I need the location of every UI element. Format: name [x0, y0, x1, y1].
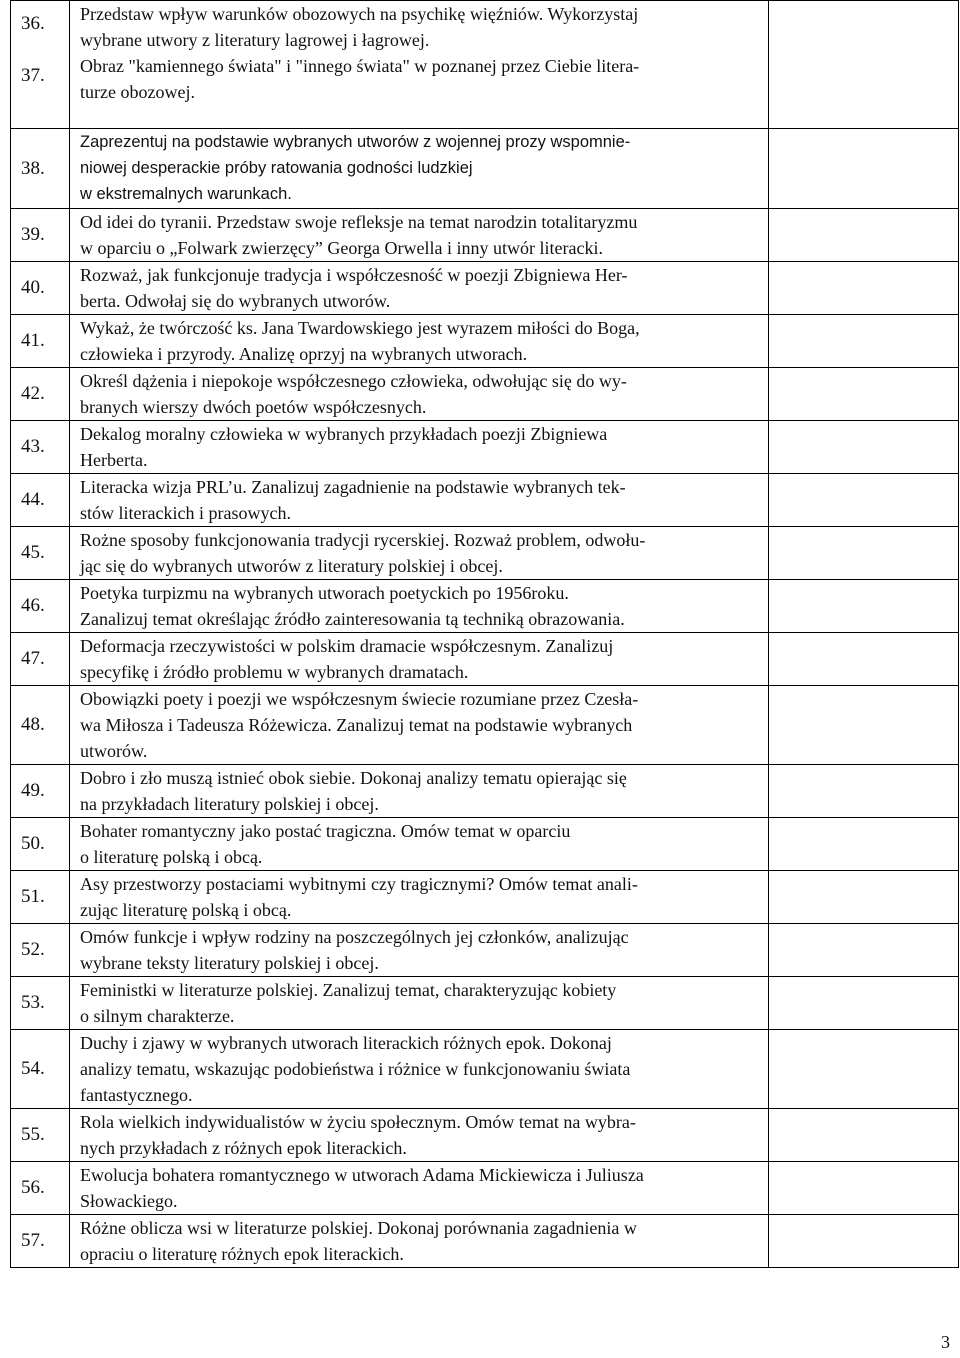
topic-number: 44. [21, 489, 45, 510]
topic-number: 55. [21, 1124, 45, 1145]
table-row [11, 1215, 959, 1268]
topic-number-cell [11, 262, 70, 315]
topic-number-cell [11, 474, 70, 527]
empty-cell [769, 1109, 959, 1162]
topic-text: Różne oblicza wsi w literaturze polskiej. Dokonaj porównania zagadnienia w opraciu o literaturę różnych epok literackich. [70, 1215, 769, 1268]
topic-text: Bohater romantyczny jako postać tragiczna. Omów temat w oparciu o literaturę polską i obcą. [70, 818, 769, 871]
table-row [11, 580, 959, 633]
topic-number-cell [11, 1030, 70, 1109]
empty-cell [769, 871, 959, 924]
empty-cell [769, 368, 959, 421]
topic-number-cell [11, 818, 70, 871]
topic-text: Omów funkcje i wpływ rodziny na poszczególnych jej członków, analizując wybrane teksty literatury polskiej i obcej. [70, 924, 769, 977]
topics-table [10, 0, 959, 1268]
topic-number: 37. [21, 65, 45, 86]
table-row [11, 765, 959, 818]
topic-number-cell [11, 1215, 70, 1268]
topic-number-cell [11, 209, 70, 262]
table-row [11, 1109, 959, 1162]
topic-number: 39. [21, 224, 45, 245]
table-row [11, 129, 959, 209]
topic-number-cell [11, 421, 70, 474]
empty-cell [769, 765, 959, 818]
topic-number-cell [11, 1, 70, 129]
topic-number: 46. [21, 595, 45, 616]
topic-number: 51. [21, 886, 45, 907]
table-row [11, 262, 959, 315]
topic-text: Określ dążenia i niepokoje współczesnego człowieka, odwołując się do wy- branych wierszy dwóch poetów współczesnych. [70, 368, 769, 421]
empty-cell [769, 315, 959, 368]
topic-text: Obowiązki poety i poezji we współczesnym świecie rozumiane przez Czesła- wa Miłosza i Tadeusza Różewicza. Zanalizuj temat na podstawie wybranych utworów. [70, 686, 769, 765]
empty-cell [769, 527, 959, 580]
topic-number-cell [11, 977, 70, 1030]
topic-number: 56. [21, 1177, 45, 1198]
table-row [11, 871, 959, 924]
topic-number: 57. [21, 1230, 45, 1251]
topic-number-cell [11, 633, 70, 686]
topic-text: Dobro i zło muszą istnieć obok siebie. Dokonaj analizy tematu opierając się na przykładach literatury polskiej i obcej. [70, 765, 769, 818]
empty-cell [769, 818, 959, 871]
topic-number-cell [11, 315, 70, 368]
topic-text: Ewolucja bohatera romantycznego w utworach Adama Mickiewicza i Juliusza Słowackiego. [70, 1162, 769, 1215]
table-row [11, 818, 959, 871]
empty-cell [769, 686, 959, 765]
topic-number: 40. [21, 277, 45, 298]
topic-number: 42. [21, 383, 45, 404]
topic-text: Feministki w literaturze polskiej. Zanalizuj temat, charakteryzując kobiety o silnym charakterze. [70, 977, 769, 1030]
topic-text: Asy przestworzy postaciami wybitnymi czy tragicznymi? Omów temat anali- zując literaturę polską i obcą. [70, 871, 769, 924]
empty-cell [769, 1162, 959, 1215]
topic-number-cell [11, 1162, 70, 1215]
topic-number: 38. [21, 157, 45, 179]
topic-number: 53. [21, 992, 45, 1013]
page-number: 3 [941, 1332, 950, 1352]
topic-text: Wykaż, że twórczość ks. Jana Twardowskiego jest wyrazem miłości do Boga, człowieka i przyrody. Analizę oprzyj na wybranych utworach. [70, 315, 769, 368]
empty-cell [769, 977, 959, 1030]
topic-text: Zaprezentuj na podstawie wybranych utworów z wojennej prozy wspomnie- niowej desperackie próby ratowania godności ludzkiej w ekstremalnych warunkach. [70, 129, 769, 209]
topic-text: Literacka wizja PRL’u. Zanalizuj zagadnienie na podstawie wybranych tek- stów literackich i prasowych. [70, 474, 769, 527]
table-row [11, 924, 959, 977]
topic-number: 45. [21, 542, 45, 563]
empty-cell [769, 1215, 959, 1268]
table-row [11, 474, 959, 527]
topic-number-cell [11, 765, 70, 818]
topic-text: Duchy i zjawy w wybranych utworach literackich różnych epok. Dokonaj analizy tematu, wskazując podobieństwa i różnice w funkcjonowaniu świata fantastycznego. [70, 1030, 769, 1109]
empty-cell [769, 1030, 959, 1109]
empty-cell [769, 209, 959, 262]
topic-text: Od idei do tyranii. Przedstaw swoje refleksje na temat narodzin totalitaryzmu w oparciu o „Folwark zwierzęcy” Georga Orwella i inny utwór literacki. [70, 209, 769, 262]
topic-number-cell [11, 368, 70, 421]
table-row [11, 977, 959, 1030]
topic-text: Dekalog moralny człowieka w wybranych przykładach poezji Zbigniewa Herberta. [70, 421, 769, 474]
table-row [11, 1162, 959, 1215]
empty-cell [769, 129, 959, 209]
topic-number: 54. [21, 1058, 45, 1079]
empty-cell [769, 262, 959, 315]
table-row [11, 209, 959, 262]
empty-cell [769, 421, 959, 474]
topic-number-cell [11, 1109, 70, 1162]
empty-cell [769, 633, 959, 686]
topic-text: Przedstaw wpływ warunków obozowych na psychikę więźniów. Wykorzystaj wybrane utwory z literatury lagrowej i łagrowej. Obraz "kamiennego świata" i "innego świata" w poznanej przez Ciebie litera- turze obozowej. [70, 1, 769, 129]
table-row [11, 421, 959, 474]
topic-text: Rożne sposoby funkcjonowania tradycji rycerskiej. Rozważ problem, odwołu- jąc się do wybranych utworów z literatury polskiej i obcej. [70, 527, 769, 580]
topic-number-cell [11, 871, 70, 924]
topics-table-body [11, 1, 959, 1268]
topic-number: 36. [21, 13, 45, 34]
topic-number: 52. [21, 939, 45, 960]
empty-cell [769, 474, 959, 527]
topic-text: Deformacja rzeczywistości w polskim dramacie współczesnym. Zanalizuj specyfikę i źródło problemu w wybranych dramatach. [70, 633, 769, 686]
table-row [11, 1030, 959, 1109]
topic-number-cell [11, 129, 70, 209]
empty-cell [769, 1, 959, 129]
table-row [11, 686, 959, 765]
topic-number: 48. [21, 714, 45, 735]
topic-text: Poetyka turpizmu na wybranych utworach poetyckich po 1956roku. Zanalizuj temat określając źródło zainteresowania tą techniką obrazowania. [70, 580, 769, 633]
table-row [11, 633, 959, 686]
table-row [11, 368, 959, 421]
topic-number: 50. [21, 833, 45, 854]
table-row [11, 1, 959, 129]
topic-text: Rola wielkich indywidualistów w życiu społecznym. Omów temat na wybra- nych przykładach z różnych epok literackich. [70, 1109, 769, 1162]
topic-number: 47. [21, 648, 45, 669]
topic-number-cell [11, 527, 70, 580]
topic-text: Rozważ, jak funkcjonuje tradycja i współczesność w poezji Zbigniewa Her- berta. Odwołaj się do wybranych utworów. [70, 262, 769, 315]
topic-number-cell [11, 580, 70, 633]
empty-cell [769, 580, 959, 633]
topic-number: 43. [21, 436, 45, 457]
topic-number-cell [11, 924, 70, 977]
topic-number: 49. [21, 780, 45, 801]
table-row [11, 527, 959, 580]
empty-cell [769, 924, 959, 977]
topic-number-cell [11, 686, 70, 765]
table-row [11, 315, 959, 368]
topic-number: 41. [21, 330, 45, 351]
